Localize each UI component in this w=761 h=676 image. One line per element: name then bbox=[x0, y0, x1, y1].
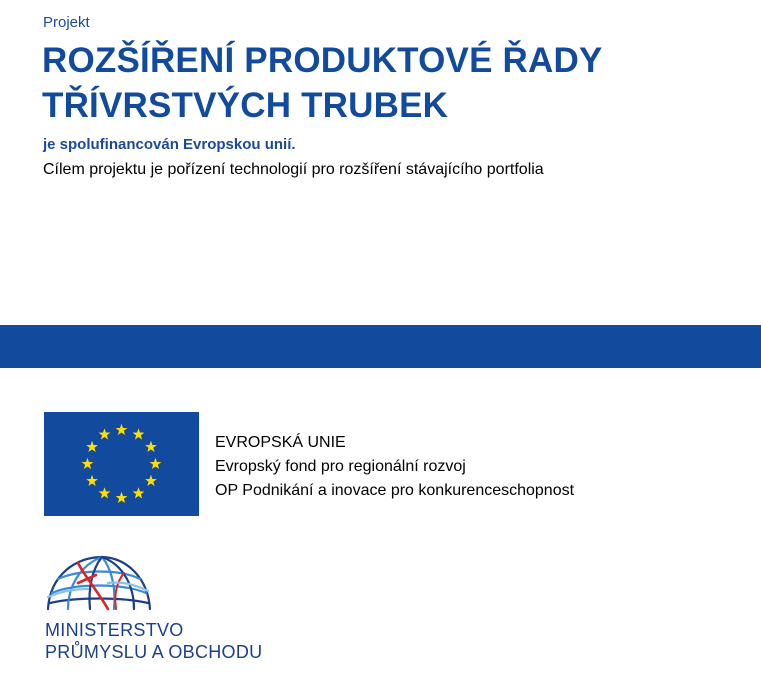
eu-flag-icon bbox=[44, 412, 199, 516]
eu-name: EVROPSKÁ UNIE bbox=[215, 434, 346, 451]
blue-band bbox=[0, 325, 761, 368]
eu-text-block bbox=[215, 431, 574, 503]
project-title bbox=[42, 38, 603, 128]
project-label: Projekt bbox=[43, 14, 90, 31]
cofinanced-text: je spolufinancován Evropskou unií. bbox=[43, 136, 296, 153]
eu-fund: Evropský fond pro regionální rozvoj bbox=[215, 458, 466, 475]
ministry-name bbox=[45, 619, 262, 663]
ministry-name-line1: MINISTERSTVO bbox=[45, 620, 184, 640]
project-title-line2: TŘÍVRSTVÝCH TRUBEK bbox=[42, 86, 449, 125]
project-goal-text: Cílem projektu je pořízení technologií pro rozšíření stávajícího portfolia bbox=[43, 161, 544, 178]
ministry-name-line2: PRŮMYSLU A OBCHODU bbox=[45, 642, 263, 662]
project-title-line1: ROZŠÍŘENÍ PRODUKTOVÉ ŘADY bbox=[42, 41, 603, 80]
ministry-globe-icon bbox=[44, 553, 152, 611]
eu-programme: OP Podnikání a inovace pro konkurenceschopnost bbox=[215, 482, 575, 499]
